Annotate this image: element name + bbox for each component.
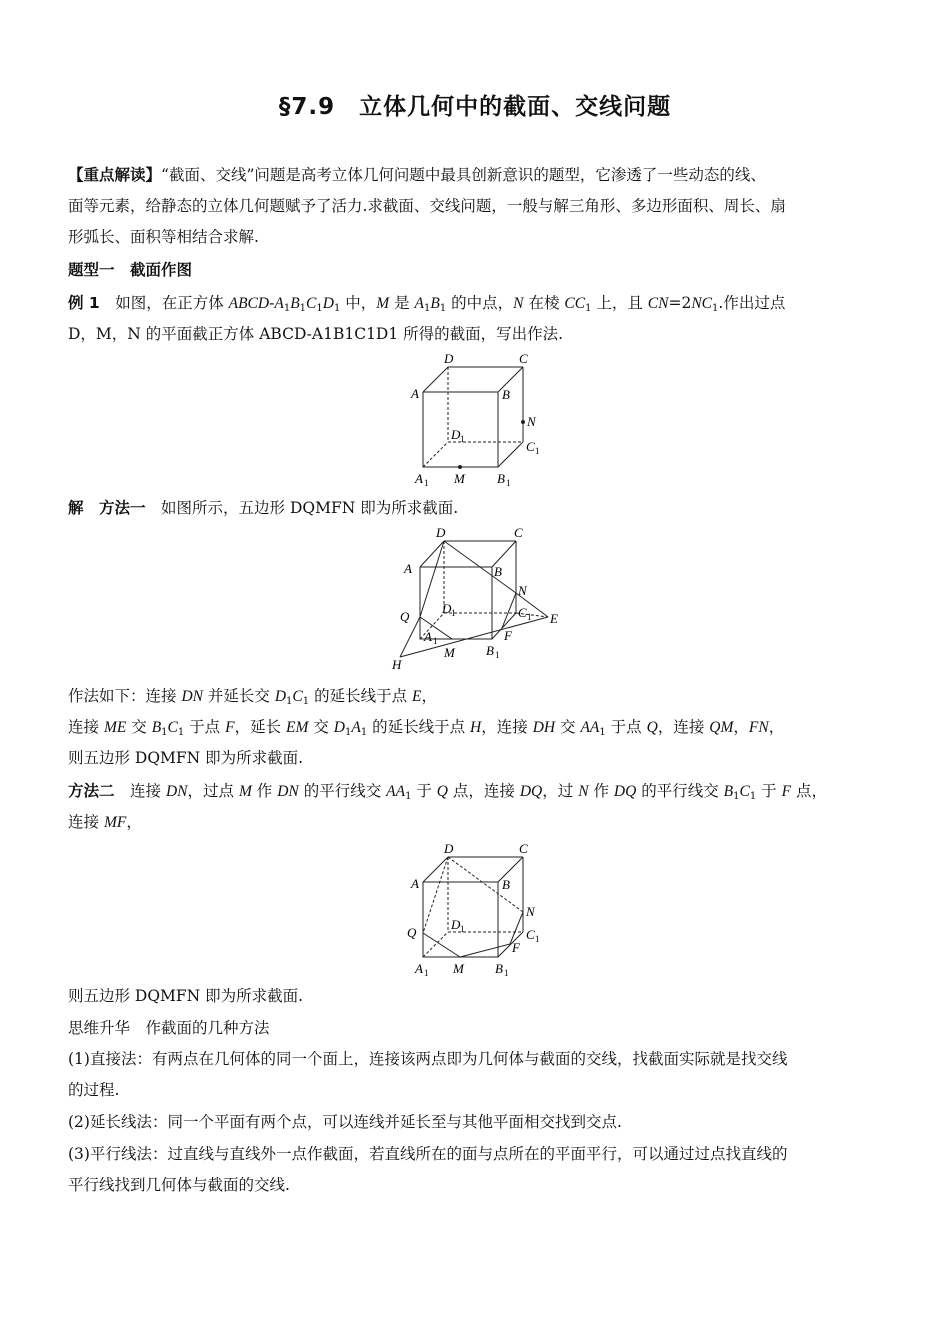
svg-text:B: B bbox=[502, 387, 510, 402]
page-title: §7.9 立体几何中的截面、交线问题 bbox=[278, 94, 672, 120]
method2-line-1: 方法二 连接 DN，过点 M 作 DN 的平行线交 $AA_1$ 于 Q 点，连接 DQ，过 N 作 DQ 的平行线交 $B_1C_1$ 于 F 点， bbox=[68, 782, 827, 802]
svg-text:E: E bbox=[550, 611, 558, 626]
svg-text:A: A bbox=[415, 961, 423, 976]
svg-text:1: 1 bbox=[460, 924, 465, 934]
cube-figure-2 bbox=[390, 525, 565, 679]
svg-text:A: A bbox=[424, 629, 432, 644]
svg-text:1: 1 bbox=[424, 478, 429, 488]
svg-text:C: C bbox=[518, 605, 527, 620]
svg-text:B: B bbox=[494, 564, 502, 579]
svg-text:D: D bbox=[436, 525, 446, 540]
svg-text:D: D bbox=[451, 917, 461, 932]
steps-line-1: 作法如下：连接 DN 并延长交 $D_1C_1$ 的延长线于点 E， bbox=[68, 687, 437, 707]
svg-text:1: 1 bbox=[424, 968, 429, 978]
svg-text:D: D bbox=[444, 841, 454, 856]
svg-text:C: C bbox=[519, 841, 528, 856]
svg-text:M: M bbox=[453, 961, 464, 976]
svg-text:D: D bbox=[442, 601, 452, 616]
svg-text:N: N bbox=[518, 583, 527, 598]
example-line-2: D，M，N 的平面截正方体 ABCD-A1B1C1D1 所得的截面，写出作法. bbox=[68, 325, 564, 343]
svg-text:C: C bbox=[514, 525, 523, 540]
summary-p3b: 平行线找到几何体与截面的交线. bbox=[68, 1176, 290, 1194]
cube-figure-1 bbox=[405, 350, 545, 492]
svg-text:A: A bbox=[415, 471, 423, 486]
summary-p3a: (3)平行线法：过直线与直线外一点作截面，若直线所在的面与点所在的平面平行，可以通过过点找直线的 bbox=[68, 1145, 788, 1163]
intro-label: 【重点解读】 bbox=[68, 166, 162, 184]
svg-text:M: M bbox=[454, 471, 465, 486]
method2-line-2: 连接 MF， bbox=[68, 813, 142, 831]
section-heading: 题型一 截面作图 bbox=[68, 261, 193, 279]
svg-text:A: A bbox=[411, 386, 419, 401]
solution-line bbox=[68, 498, 883, 518]
svg-text:1: 1 bbox=[504, 968, 509, 978]
svg-text:F: F bbox=[512, 940, 520, 955]
svg-text:1: 1 bbox=[451, 608, 456, 618]
svg-text:C: C bbox=[526, 927, 535, 942]
svg-text:Q: Q bbox=[407, 925, 417, 940]
svg-text:N: N bbox=[527, 414, 536, 429]
svg-text:A: A bbox=[411, 876, 419, 891]
example-line-1: 例 1 如图，在正方体 ABCD-$A_1B_1C_1D_1$ 中，M 是 $A_1B_1$ 的中点，N 在棱 $CC_1$ 上，且 $CN=2NC_1$.作出过点 bbox=[68, 294, 786, 314]
svg-text:1: 1 bbox=[527, 612, 532, 622]
svg-text:1: 1 bbox=[433, 636, 438, 646]
svg-text:1: 1 bbox=[460, 434, 465, 444]
svg-text:1: 1 bbox=[495, 650, 500, 660]
solution-label: 解 方法一 bbox=[68, 499, 146, 517]
svg-text:1: 1 bbox=[506, 478, 511, 488]
svg-text:H: H bbox=[392, 657, 402, 672]
summary-p2: (2)延长线法：同一个平面有两个点，可以连线并延长至与其他平面相交找到交点. bbox=[68, 1113, 622, 1131]
steps-line-2: 连接 ME 交 $B_1C_1$ 于点 F，延长 EM 交 $D_1A_1$ 的延长线于点 H，连接 DH 交 $AA_1$ 于点 Q，连接 QM，FN， bbox=[68, 718, 785, 738]
method2-label: 方法二 bbox=[68, 782, 115, 800]
method2-line-3: 则五边形 DQMFN 即为所求截面. bbox=[68, 987, 304, 1005]
svg-text:C: C bbox=[519, 351, 528, 366]
svg-text:D: D bbox=[444, 351, 454, 366]
svg-text:B: B bbox=[502, 877, 510, 892]
summary-p1a: (1)直接法：有两点在几何体的同一个面上，连接该两点即为几何体与截面的交线，找截面实际就是找交线 bbox=[68, 1050, 788, 1068]
svg-text:Q: Q bbox=[400, 609, 410, 624]
intro-line-3: 形弧长、面积等相结合求解. bbox=[68, 228, 259, 246]
svg-text:1: 1 bbox=[535, 934, 540, 944]
cube-figure-3 bbox=[405, 840, 550, 982]
svg-text:F: F bbox=[504, 628, 512, 643]
svg-text:D: D bbox=[451, 427, 461, 442]
svg-text:B: B bbox=[486, 643, 494, 658]
svg-text:A: A bbox=[404, 561, 412, 576]
summary-p1b: 的过程. bbox=[68, 1081, 120, 1099]
svg-text:N: N bbox=[526, 904, 535, 919]
intro-line-2: 面等元素，给静态的立体几何题赋予了活力.求截面、交线问题，一般与解三角形、多边形面积、周长、扇 bbox=[68, 197, 786, 215]
steps-line-3: 则五边形 DQMFN 即为所求截面. bbox=[68, 749, 304, 767]
svg-text:1: 1 bbox=[535, 446, 540, 456]
summary-title: 思维升华 作截面的几种方法 bbox=[68, 1019, 270, 1037]
svg-text:C: C bbox=[526, 439, 535, 454]
svg-text:B: B bbox=[495, 961, 503, 976]
solution-text: 如图所示，五边形 DQMFN 即为所求截面. bbox=[161, 499, 459, 517]
intro-text-1: “截面、交线”问题是高考立体几何问题中最具创新意识的题型，它渗透了一些动态的线、 bbox=[161, 166, 766, 184]
intro-line-1 bbox=[68, 165, 883, 185]
svg-text:B: B bbox=[497, 471, 505, 486]
svg-text:M: M bbox=[444, 645, 455, 660]
example-label: 例 1 bbox=[68, 294, 100, 312]
